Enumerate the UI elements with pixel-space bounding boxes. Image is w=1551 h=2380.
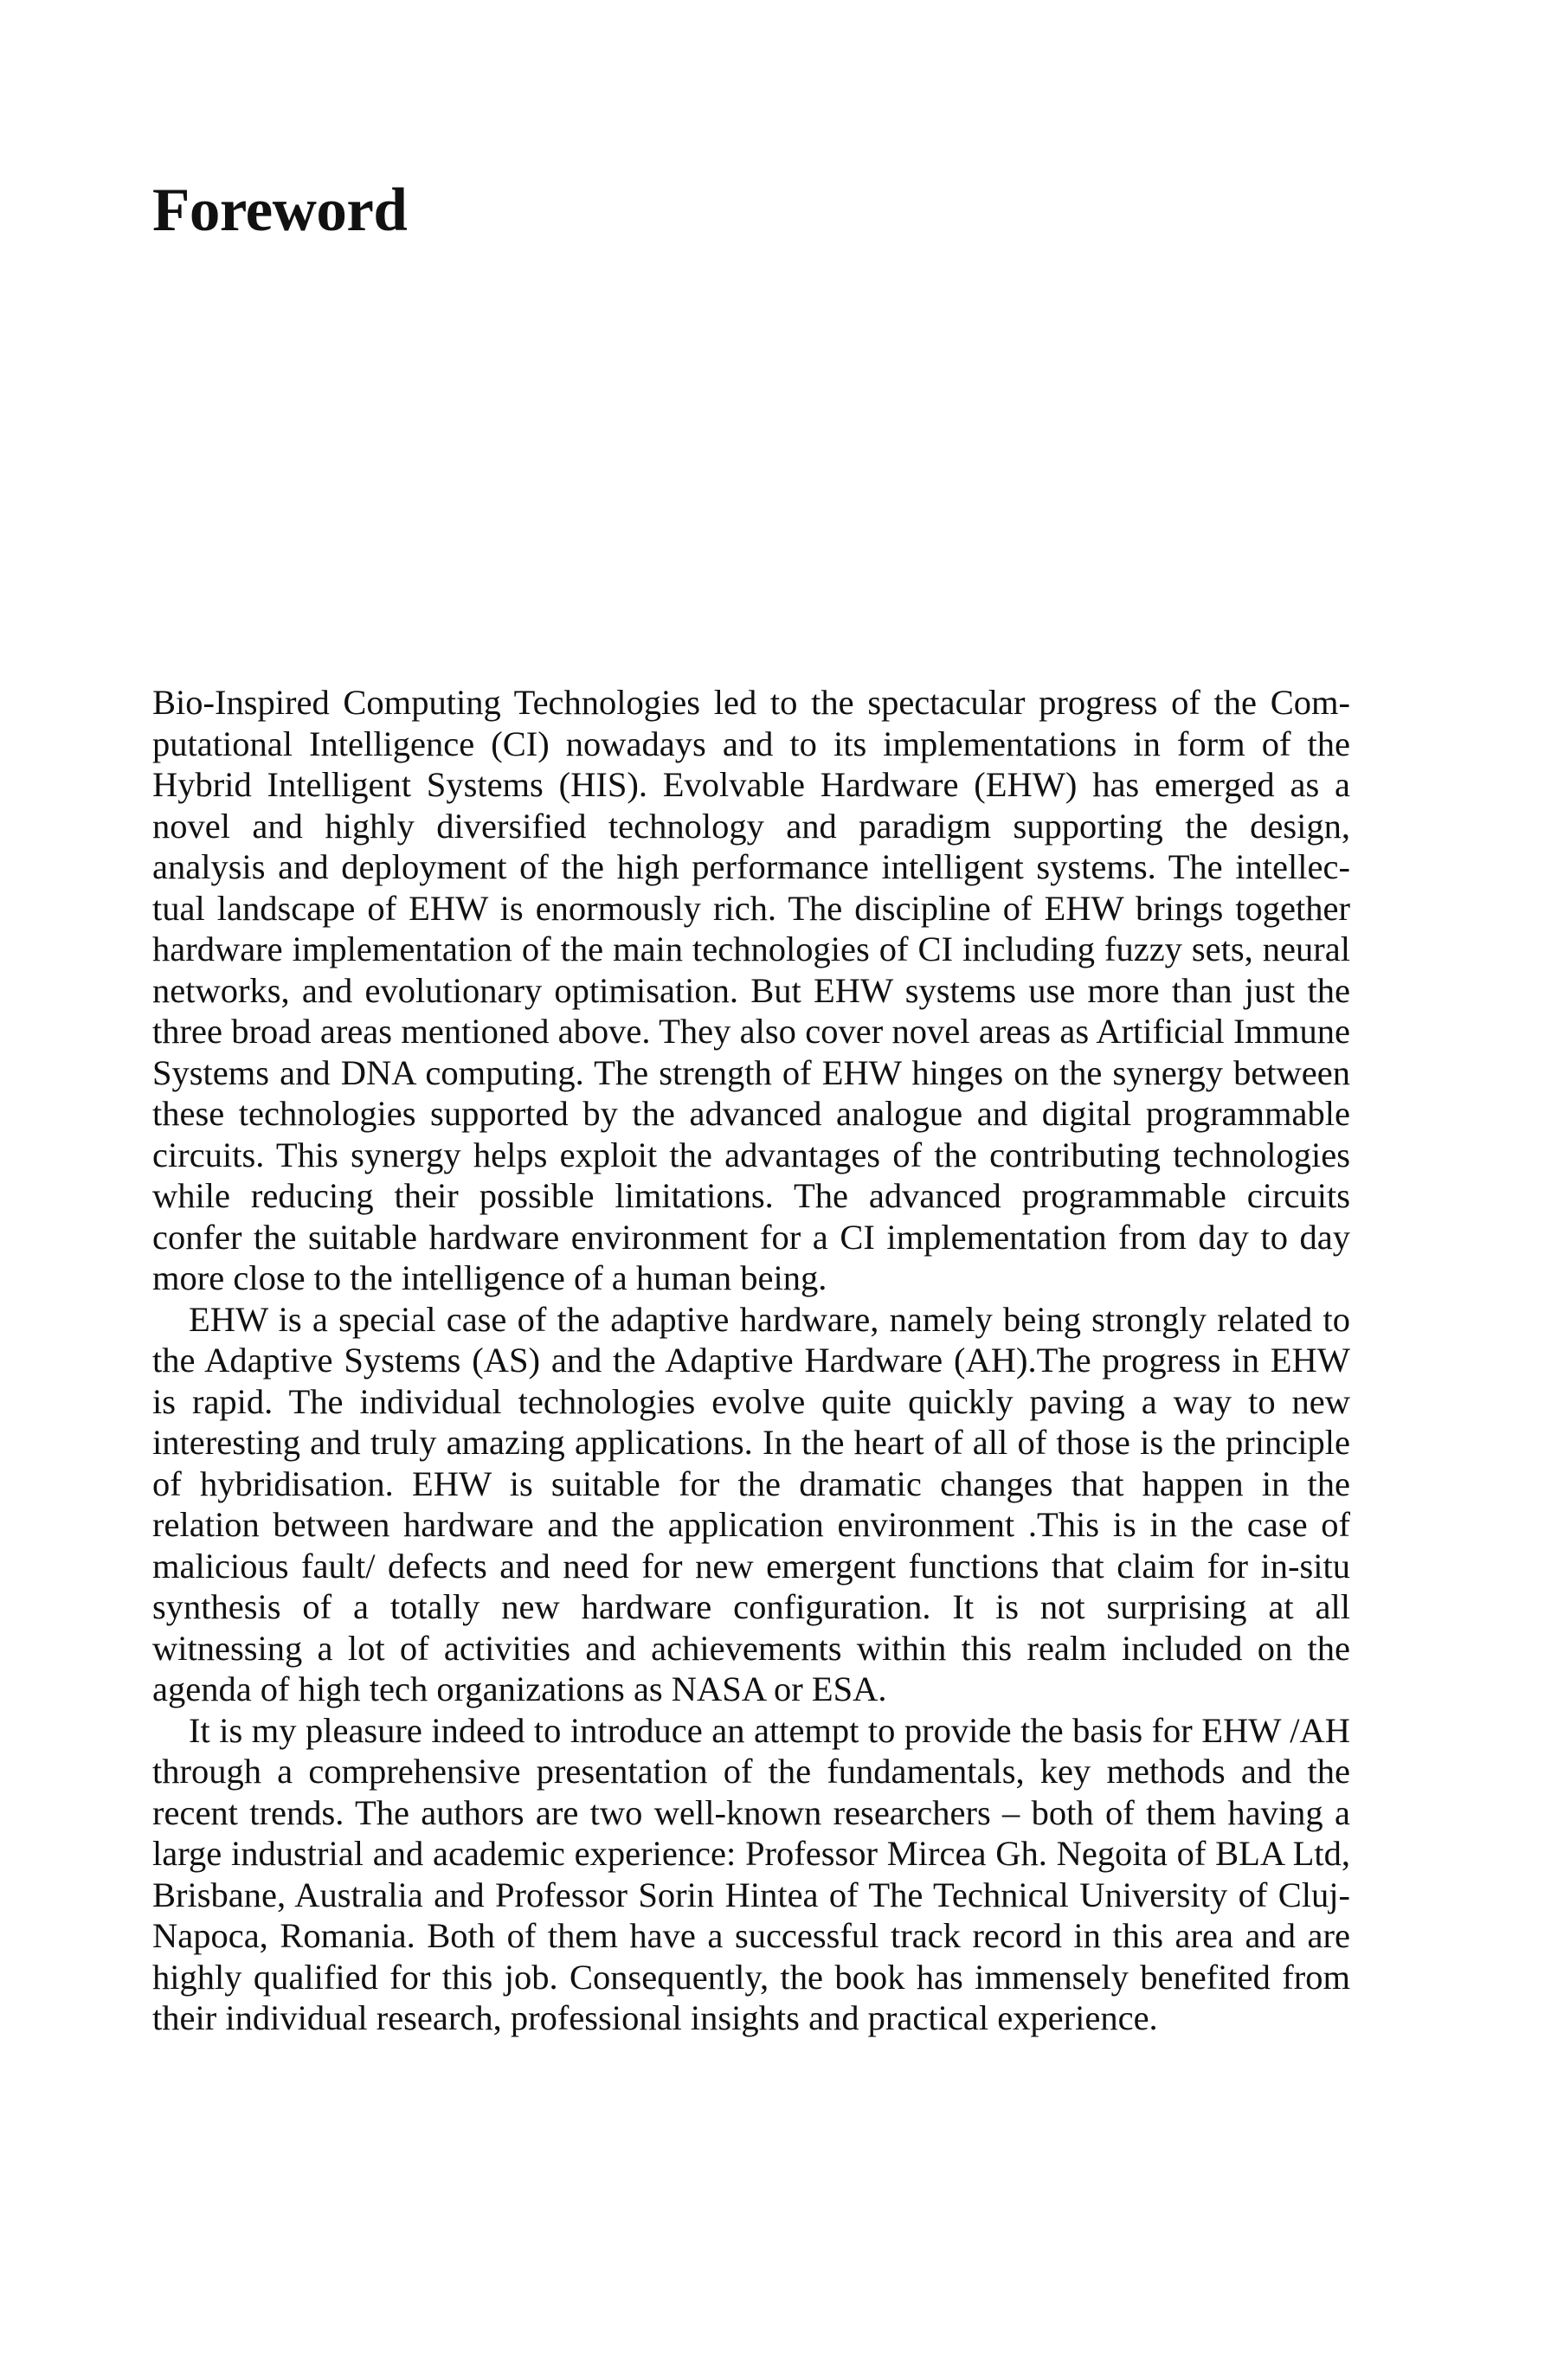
paragraph: Bio-Inspired Computing Technologies led to the spectacular progress of the Computational Intelligence (CI) nowadays and to its implementations in form of the Hybrid Intelligent Systems (HIS). Evolvable Hardware (EHW) has emerged as a novel and highly diversified technology and paradigm supporting the design, analysis and deployment of the high performance intelligent systems. The intellectual landscape of EHW is enormously rich. The discipline of EHW brings together hardware implementation of the main technologies of CI including fuzzy sets, neural networks, and evolutionary optimisation. But EHW systems use more than just the three broad areas mentioned above. They also cover novel areas as Artificial Immune Systems and DNA computing. The strength of EHW hinges on the synergy between these technologies supported by the advanced analogue and digital programmable circuits. This synergy helps exploit the advantages of the contributing technologies while reducing their possible limitations. The advanced programmable circuits confer the suitable hardware environment for a CI implementation from day to day more close to the intelligence of a human being.: [152, 683, 1350, 1297]
foreword-body: [152, 682, 1350, 2039]
paragraph: EHW is a special case of the adaptive hardware, namely being strongly related to the Adaptive Systems (AS) and the Adaptive Hardware (AH).The progress in EHW is rapid. The individual technologies evolve quite quickly paving a way to new interesting and truly amazing applications. In the heart of all of those is the principle of hybridisation. EHW is suitable for the dramatic changes that happen in the relation between hardware and the application environment .This is in the case of malicious fault/ defects and need for new emergent functions that claim for in-situ synthesis of a totally new hardware configuration. It is not surprising at all witnessing a lot of activities and achievements within this realm included on the agenda of high tech organizations as NASA or ESA.: [152, 1299, 1350, 1708]
paragraph: It is my pleasure indeed to introduce an attempt to provide the basis for EHW /AH through a comprehensive presentation of the fundamentals, key methods and the recent trends. The authors are two well-known researchers – both of them having a large industrial and academic experience: Professor Mircea Gh. Negoita of BLA Ltd, Brisbane, Australia and Professor Sorin Hintea of The Technical University of Cluj-Napoca, Romania. Both of them have a successful track record in this area and are highly qualified for this job. Consequently, the book has immensely benefited from their individual research, professional insights and practical experience.: [152, 1710, 1350, 2037]
chapter-title: Foreword: [152, 177, 408, 244]
